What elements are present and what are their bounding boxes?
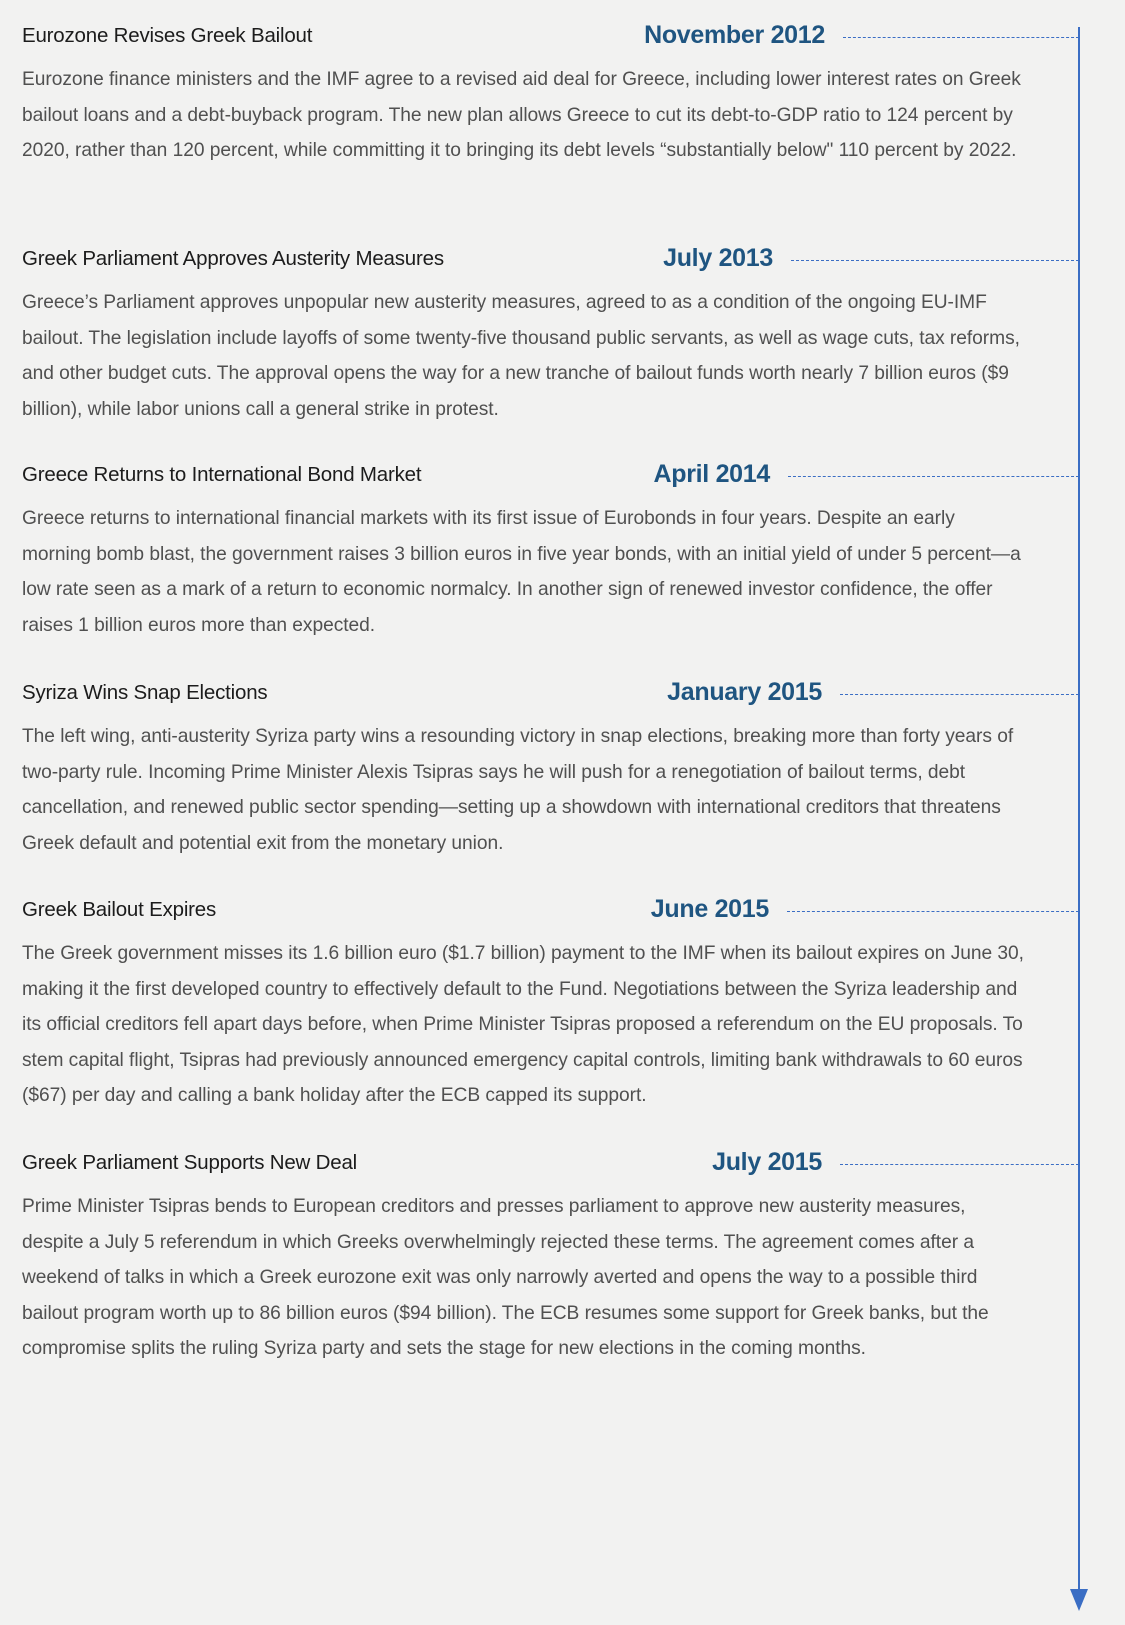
timeline-entry-date: January 2015: [667, 678, 822, 706]
timeline-entry-title: Greek Bailout Expires: [22, 898, 217, 921]
timeline-entry-body: Greece’s Parliament approves unpopular new austerity measures, agreed to as a condition of the ongoing EU-IMF bailout. The legislation include layoffs of some twenty-five thousand public servants, as well as wage cuts, tax reforms, and other budget cuts. The approval opens the way for a new tranche of bailout funds worth nearly 7 billion euros ($9 billion), while labor unions call a general strike in protest.: [22, 292, 1020, 420]
timeline-entry-connector-line: [840, 1164, 1079, 1165]
timeline-entry-date: April 2014: [653, 460, 770, 488]
timeline-entry-title: Greece Returns to International Bond Market: [22, 463, 422, 486]
timeline-entry-connector-line: [840, 694, 1079, 695]
timeline-entry: [0, 896, 1125, 1114]
timeline-entry-header: [0, 22, 1125, 56]
timeline-entry: [0, 461, 1125, 643]
timeline-entry-date: June 2015: [650, 895, 769, 923]
timeline-arrow-icon: [1070, 1589, 1088, 1611]
timeline-entry-date: July 2013: [663, 244, 773, 272]
timeline-entry-header: [0, 461, 1125, 495]
timeline-entry-connector-line: [787, 911, 1079, 912]
timeline-entry: [0, 679, 1125, 861]
timeline-entry-header: [0, 1149, 1125, 1183]
timeline-entry-header: [0, 245, 1125, 279]
timeline-entry-body: The left wing, anti-austerity Syriza party wins a resounding victory in snap elections, breaking more than forty years of two-party rule. Incoming Prime Minister Alexis Tsipras says he will push for a renegotiation of bailout terms, debt cancellation, and renewed public sector spending—setting up a showdown with international creditors that threatens Greek default and potential exit from the monetary union.: [22, 726, 1014, 854]
timeline-entry-title: Greek Parliament Approves Austerity Measures: [22, 247, 444, 270]
timeline-entry-body: Greece returns to international financial markets with its first issue of Eurobonds in four years. Despite an early morning bomb blast, the government raises 3 billion euros in five year bonds, with an initial yield of under 5 percent—a low rate seen as a mark of a return to economic normalcy. In another sign of renewed investor confidence, the offer raises 1 billion euros more than expected.: [22, 508, 1021, 636]
timeline-entry-body: Prime Minister Tsipras bends to European creditors and presses parliament to approve new austerity measures, despite a July 5 referendum in which Greeks overwhelmingly rejected these terms. The agreement comes after a weekend of talks in which a Greek eurozone exit was only narrowly averted and opens the way to a possible third bailout program worth up to 86 billion euros ($94 billion). The ECB resumes some support for Greek banks, but the compromise splits the ruling Syriza party and sets the stage for new elections in the coming months.: [22, 1196, 989, 1360]
timeline-entry-body: The Greek government misses its 1.6 billion euro ($1.7 billion) payment to the IMF when its bailout expires on June 30, making it the first developed country to effectively default to the Fund. Negotiations between the Syriza leadership and its official creditors fell apart days before, when Prime Minister Tsipras proposed a referendum on the EU proposals. To stem capital flight, Tsipras had previously announced emergency capital controls, limiting bank withdrawals to 60 euros ($67) per day and calling a bank holiday after the ECB capped its support.: [22, 943, 1024, 1107]
timeline-entry: [0, 22, 1125, 169]
timeline-vertical-rail: [1078, 27, 1080, 1593]
timeline-entry-connector-line: [843, 37, 1079, 38]
timeline-entry-connector-line: [791, 260, 1079, 261]
timeline-entry-title: Syriza Wins Snap Elections: [22, 681, 268, 704]
timeline-entry-header: [0, 896, 1125, 930]
timeline-entry-title: Eurozone Revises Greek Bailout: [22, 24, 313, 47]
timeline-entry: [0, 1149, 1125, 1367]
timeline-entry-header: [0, 679, 1125, 713]
timeline-entry-connector-line: [788, 476, 1079, 477]
timeline-entry-date: July 2015: [712, 1148, 822, 1176]
timeline-entry-body: Eurozone finance ministers and the IMF agree to a revised aid deal for Greece, including lower interest rates on Greek bailout loans and a debt-buyback program. The new plan allows Greece to cut its debt-to-GDP ratio to 124 percent by 2020, rather than 120 percent, while committing it to bringing its debt levels “substantially below" 110 percent by 2022.: [22, 69, 1021, 162]
timeline-entry-title: Greek Parliament Supports New Deal: [22, 1151, 358, 1174]
timeline-entry: [0, 245, 1125, 427]
timeline-entry-date: November 2012: [644, 21, 825, 49]
